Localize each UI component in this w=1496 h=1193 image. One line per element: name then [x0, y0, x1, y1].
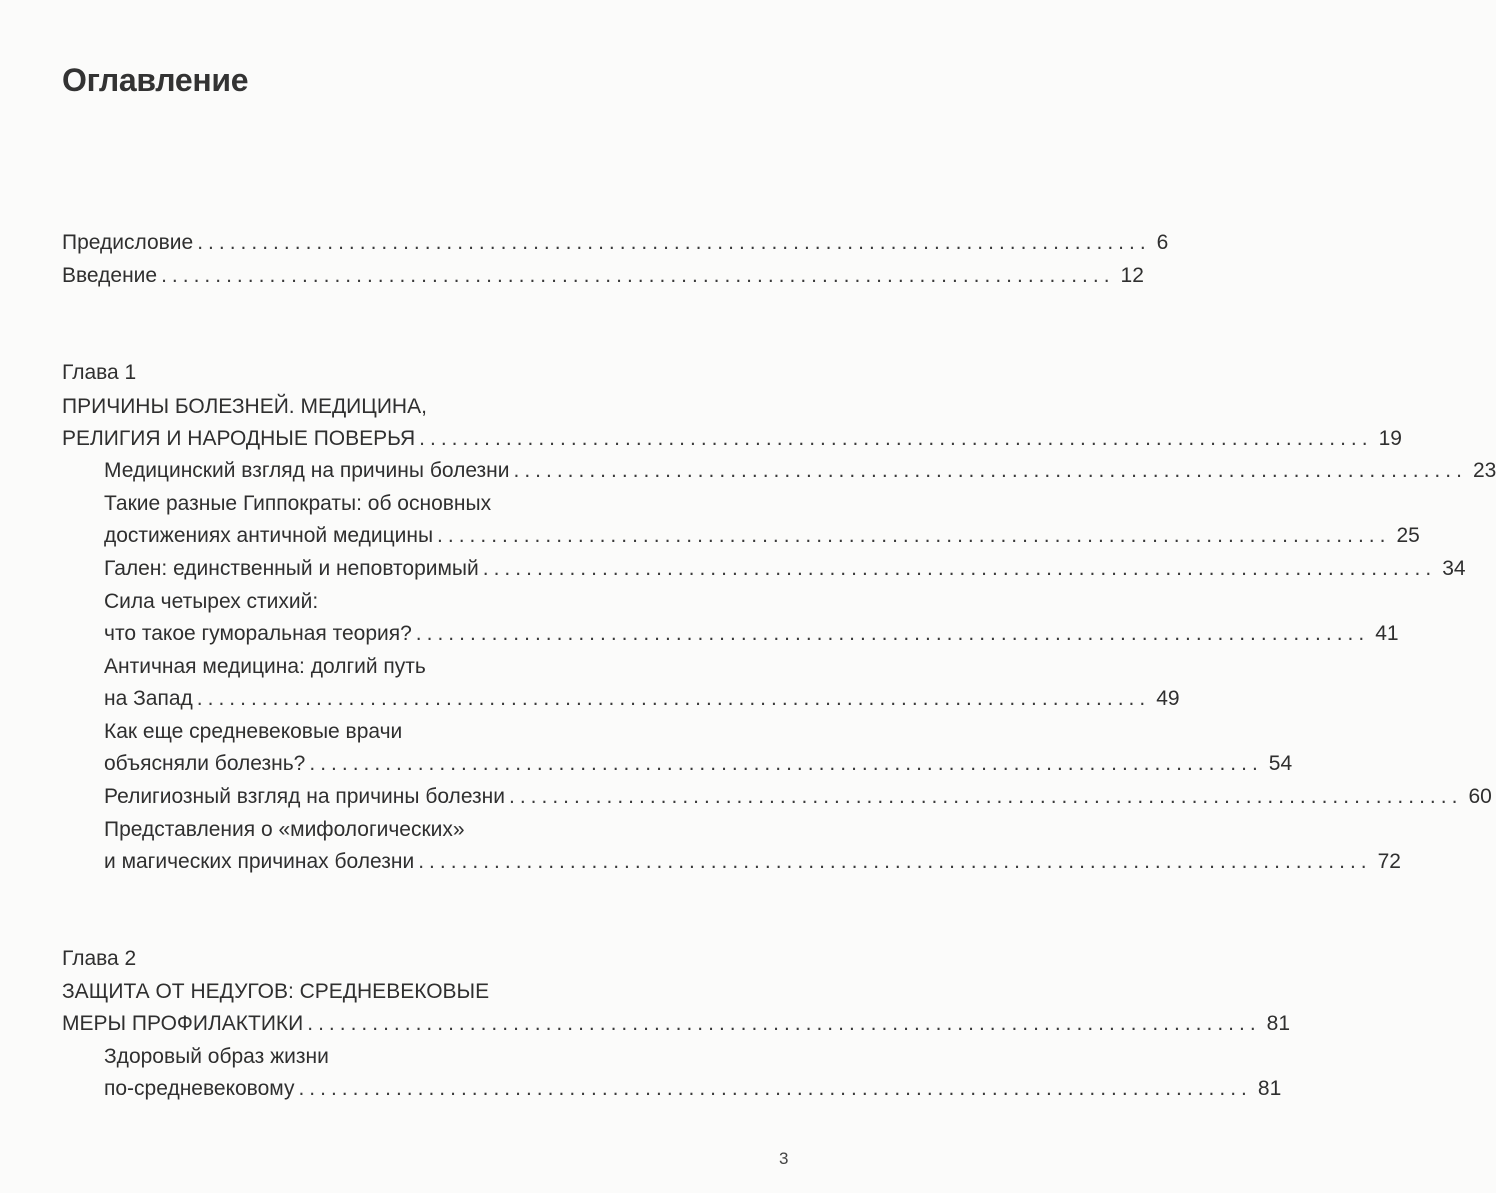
toc-section[interactable]: Гален: единственный и неповторимый ........................................................................................ 34: [104, 552, 638, 586]
chapter-2-label: Глава 2: [62, 947, 137, 970]
toc-section-line1[interactable]: Как еще средневековые врачи: [104, 720, 403, 743]
toc-page-number: 60: [1468, 785, 1492, 808]
leader-dots: ........................................................................................: [309, 752, 1263, 775]
chapter-1-label: Глава 1: [62, 361, 137, 384]
page-title: Оглавление: [62, 62, 249, 98]
leader-dots: ........................................................................................: [437, 524, 1391, 547]
toc-section[interactable]: объясняли болезнь? ........................................................................................ 54: [104, 747, 638, 781]
toc-entry-preface[interactable]: [62, 226, 1169, 260]
chapter-1-title-line2[interactable]: РЕЛИГИЯ И НАРОДНЫЕ ПОВЕРЬЯ ........................................................................................ 19: [62, 422, 638, 456]
leader-dots: ........................................................................................: [419, 427, 1373, 450]
leader-dots: ........................................................................................: [307, 1012, 1261, 1035]
toc-entry-text: Предисловие: [62, 231, 194, 254]
leader-dots: ........................................................................................: [418, 850, 1372, 873]
toc-entry-text: Введение: [62, 264, 158, 287]
toc-section-line1[interactable]: Представления о «мифологических»: [104, 818, 465, 841]
toc-section-line1[interactable]: Такие разные Гиппократы: об основных: [104, 492, 492, 515]
leader-dots: ........................................................................................: [513, 459, 1467, 482]
toc-section-line1[interactable]: Античная медицина: долгий путь: [104, 655, 426, 678]
leader-dots: ........................................................................................: [509, 785, 1463, 808]
toc-section-line1[interactable]: Сила четырех стихий:: [104, 590, 319, 613]
toc-page-number: 23: [1472, 459, 1496, 482]
toc-page-number: 41: [1375, 622, 1399, 645]
toc-page-number: 81: [1266, 1012, 1291, 1035]
toc-page-number: 34: [1442, 557, 1466, 580]
toc-section[interactable]: и магических причинах болезни ........................................................................................ 72: [104, 845, 638, 879]
leader-dots: ........................................................................................: [161, 264, 1115, 287]
chapter-2-title-line2[interactable]: МЕРЫ ПРОФИЛАКТИКИ ........................................................................................ 81: [62, 1007, 638, 1041]
chapter-1-title-line1[interactable]: ПРИЧИНЫ БОЛЕЗНЕЙ. МЕДИЦИНА,: [62, 395, 427, 418]
toc-page-number: 6: [1156, 231, 1169, 254]
toc-page-number: 12: [1120, 264, 1144, 287]
chapter-2-title-line1[interactable]: ЗАЩИТА ОТ НЕДУГОВ: СРЕДНЕВЕКОВЫЕ: [62, 980, 490, 1003]
leader-dots: ........................................................................................: [415, 622, 1370, 645]
toc-page-number: 54: [1268, 752, 1293, 775]
toc-page-number: 19: [1378, 427, 1402, 450]
toc-page-number: 49: [1156, 687, 1180, 710]
toc-section[interactable]: достижениях античной медицины ........................................................................................ 25: [104, 519, 638, 553]
toc-entry-introduction[interactable]: [62, 259, 1144, 293]
toc-section[interactable]: на Запад ........................................................................................ 49: [104, 682, 638, 716]
leader-dots: ........................................................................................: [197, 231, 1151, 254]
toc-section[interactable]: Медицинский взгляд на причины болезни ........................................................................................ 23: [104, 454, 638, 488]
toc-section[interactable]: что такое гуморальная теория? ........................................................................................ 41: [104, 617, 638, 651]
toc-section-line1[interactable]: Здоровый образ жизни: [104, 1045, 329, 1068]
leader-dots: ........................................................................................: [482, 557, 1437, 580]
toc-page-number: 81: [1257, 1077, 1282, 1100]
toc-page-number: 72: [1377, 850, 1401, 873]
toc-page-number: 25: [1396, 524, 1420, 547]
leader-dots: ........................................................................................: [196, 687, 1151, 710]
toc-section[interactable]: Религиозный взгляд на причины болезни ........................................................................................ 60: [104, 780, 638, 814]
toc-section[interactable]: по-средневековому ........................................................................................ 81: [104, 1072, 638, 1106]
leader-dots: ........................................................................................: [298, 1077, 1252, 1100]
page-number-folio: 3: [779, 1149, 789, 1168]
